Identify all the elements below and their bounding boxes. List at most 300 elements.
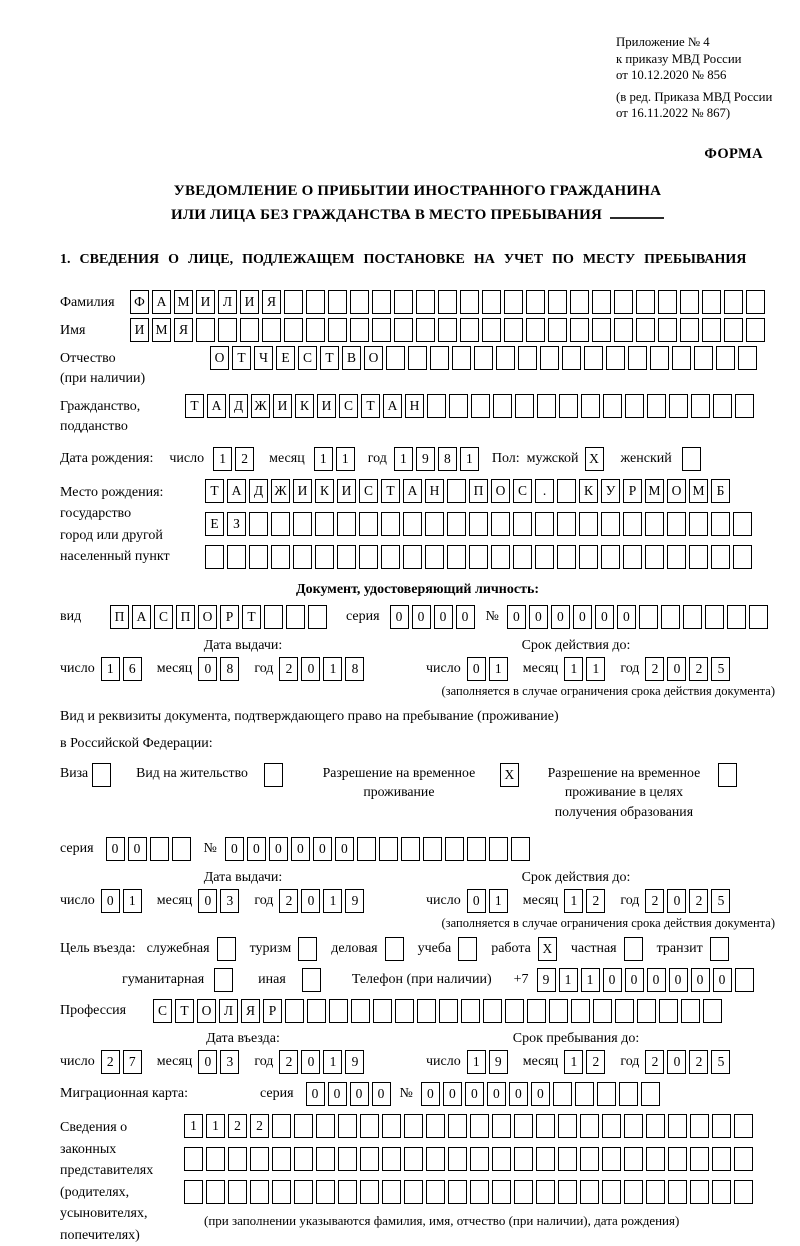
char-box[interactable] <box>491 512 510 536</box>
char-box[interactable] <box>513 545 532 569</box>
char-box[interactable] <box>581 394 600 418</box>
char-box[interactable]: 9 <box>489 1050 508 1074</box>
char-box[interactable] <box>205 545 224 569</box>
char-box[interactable]: 2 <box>689 1050 708 1074</box>
char-box[interactable] <box>535 512 554 536</box>
char-box[interactable]: 0 <box>335 837 354 861</box>
char-box[interactable] <box>448 1114 467 1138</box>
char-box[interactable]: 0 <box>713 968 732 992</box>
char-box[interactable] <box>447 545 466 569</box>
char-box[interactable] <box>228 1180 247 1204</box>
char-box[interactable] <box>716 346 735 370</box>
char-box[interactable] <box>306 290 325 314</box>
char-box[interactable]: О <box>364 346 383 370</box>
char-box[interactable]: 9 <box>345 889 364 913</box>
char-box[interactable]: 1 <box>323 889 342 913</box>
char-box[interactable]: И <box>273 394 292 418</box>
char-box[interactable]: 1 <box>323 657 342 681</box>
char-box[interactable] <box>285 999 304 1023</box>
char-box[interactable] <box>228 1147 247 1171</box>
char-box[interactable]: М <box>174 290 193 314</box>
char-box[interactable] <box>535 545 554 569</box>
char-box[interactable]: К <box>579 479 598 503</box>
char-box[interactable] <box>658 290 677 314</box>
char-box[interactable]: С <box>339 394 358 418</box>
char-box[interactable] <box>515 394 534 418</box>
char-box[interactable]: 0 <box>301 657 320 681</box>
char-box[interactable]: 0 <box>617 605 636 629</box>
char-box[interactable] <box>557 479 576 503</box>
char-box[interactable]: И <box>130 318 149 342</box>
char-box[interactable]: Л <box>218 290 237 314</box>
char-box[interactable] <box>562 346 581 370</box>
char-box[interactable] <box>536 1180 555 1204</box>
char-box[interactable]: 0 <box>301 889 320 913</box>
char-box[interactable] <box>628 346 647 370</box>
char-box[interactable] <box>548 290 567 314</box>
char-box[interactable]: 1 <box>336 447 355 471</box>
char-box[interactable] <box>592 290 611 314</box>
char-box[interactable] <box>710 937 729 961</box>
char-box[interactable] <box>382 1180 401 1204</box>
char-box[interactable] <box>338 1114 357 1138</box>
char-box[interactable] <box>271 512 290 536</box>
char-box[interactable] <box>394 318 413 342</box>
char-box[interactable] <box>645 512 664 536</box>
char-box[interactable] <box>694 346 713 370</box>
char-box[interactable] <box>218 318 237 342</box>
char-box[interactable]: 0 <box>291 837 310 861</box>
char-box[interactable]: 1 <box>586 657 605 681</box>
char-box[interactable] <box>470 1180 489 1204</box>
char-box[interactable] <box>702 318 721 342</box>
char-box[interactable] <box>702 290 721 314</box>
char-box[interactable] <box>712 1180 731 1204</box>
char-box[interactable]: 0 <box>443 1082 462 1106</box>
char-box[interactable]: 3 <box>220 889 239 913</box>
char-box[interactable] <box>483 999 502 1023</box>
char-box[interactable] <box>602 1180 621 1204</box>
char-box[interactable]: 2 <box>101 1050 120 1074</box>
char-box[interactable] <box>416 318 435 342</box>
char-box[interactable]: 2 <box>645 1050 664 1074</box>
char-box[interactable]: Р <box>623 479 642 503</box>
char-box[interactable] <box>579 545 598 569</box>
char-box[interactable]: 2 <box>250 1114 269 1138</box>
char-box[interactable]: 0 <box>350 1082 369 1106</box>
char-box[interactable] <box>602 1114 621 1138</box>
char-box[interactable] <box>749 605 768 629</box>
char-box[interactable]: К <box>295 394 314 418</box>
char-box[interactable]: Т <box>242 605 261 629</box>
char-box[interactable]: 0 <box>691 968 710 992</box>
char-box[interactable] <box>592 318 611 342</box>
char-box[interactable]: И <box>317 394 336 418</box>
char-box[interactable] <box>458 937 477 961</box>
char-box[interactable] <box>408 346 427 370</box>
char-box[interactable] <box>249 545 268 569</box>
char-box[interactable] <box>601 512 620 536</box>
char-box[interactable]: 0 <box>412 605 431 629</box>
char-box[interactable] <box>713 394 732 418</box>
char-box[interactable] <box>580 1147 599 1171</box>
char-box[interactable]: Ф <box>130 290 149 314</box>
char-box[interactable] <box>386 346 405 370</box>
char-box[interactable] <box>404 1114 423 1138</box>
char-box[interactable] <box>438 318 457 342</box>
char-box[interactable] <box>614 318 633 342</box>
char-box[interactable] <box>372 318 391 342</box>
char-box[interactable]: С <box>513 479 532 503</box>
char-box[interactable] <box>593 999 612 1023</box>
char-box[interactable] <box>559 394 578 418</box>
char-box[interactable]: 5 <box>711 889 730 913</box>
char-box[interactable] <box>491 545 510 569</box>
char-box[interactable] <box>372 290 391 314</box>
char-box[interactable] <box>469 545 488 569</box>
char-box[interactable] <box>557 545 576 569</box>
char-box[interactable]: С <box>298 346 317 370</box>
char-box[interactable] <box>668 1147 687 1171</box>
char-box[interactable]: 2 <box>279 1050 298 1074</box>
char-box[interactable]: 0 <box>301 1050 320 1074</box>
char-box[interactable]: 8 <box>220 657 239 681</box>
char-box[interactable] <box>733 512 752 536</box>
char-box[interactable]: Е <box>205 512 224 536</box>
char-box[interactable]: О <box>667 479 686 503</box>
char-box[interactable] <box>467 837 486 861</box>
char-box[interactable] <box>734 1114 753 1138</box>
char-box[interactable] <box>401 837 420 861</box>
char-box[interactable]: 0 <box>421 1082 440 1106</box>
char-box[interactable] <box>298 937 317 961</box>
char-box[interactable] <box>448 1147 467 1171</box>
char-box[interactable]: М <box>645 479 664 503</box>
char-box[interactable] <box>624 1180 643 1204</box>
char-box[interactable] <box>150 837 169 861</box>
char-box[interactable] <box>504 318 523 342</box>
char-box[interactable]: С <box>153 999 172 1023</box>
char-box[interactable]: 1 <box>564 1050 583 1074</box>
char-box[interactable] <box>206 1180 225 1204</box>
char-box[interactable] <box>558 1180 577 1204</box>
char-box[interactable] <box>493 394 512 418</box>
char-box[interactable]: А <box>132 605 151 629</box>
char-box[interactable]: 1 <box>460 447 479 471</box>
char-box[interactable] <box>492 1114 511 1138</box>
char-box[interactable]: 0 <box>434 605 453 629</box>
char-box[interactable] <box>250 1147 269 1171</box>
char-box[interactable] <box>445 837 464 861</box>
char-box[interactable]: О <box>210 346 229 370</box>
char-box[interactable]: Я <box>174 318 193 342</box>
char-box[interactable]: 0 <box>667 889 686 913</box>
char-box[interactable] <box>669 394 688 418</box>
char-box[interactable]: П <box>110 605 129 629</box>
char-box[interactable]: А <box>152 290 171 314</box>
char-box[interactable]: 0 <box>595 605 614 629</box>
char-box[interactable] <box>623 545 642 569</box>
char-box[interactable]: X <box>538 937 557 961</box>
char-box[interactable] <box>403 512 422 536</box>
char-box[interactable] <box>470 1114 489 1138</box>
char-box[interactable]: 0 <box>247 837 266 861</box>
char-box[interactable]: . <box>535 479 554 503</box>
char-box[interactable] <box>329 999 348 1023</box>
char-box[interactable] <box>423 837 442 861</box>
char-box[interactable] <box>284 318 303 342</box>
char-box[interactable] <box>315 545 334 569</box>
char-box[interactable]: 0 <box>551 605 570 629</box>
char-box[interactable] <box>727 605 746 629</box>
char-box[interactable]: Н <box>425 479 444 503</box>
char-box[interactable] <box>735 394 754 418</box>
char-box[interactable]: 1 <box>123 889 142 913</box>
char-box[interactable] <box>549 999 568 1023</box>
char-box[interactable]: Т <box>185 394 204 418</box>
char-box[interactable]: 1 <box>394 447 413 471</box>
char-box[interactable] <box>667 512 686 536</box>
char-box[interactable] <box>536 1147 555 1171</box>
char-box[interactable]: 2 <box>645 889 664 913</box>
char-box[interactable] <box>240 318 259 342</box>
char-box[interactable] <box>381 512 400 536</box>
char-box[interactable]: 7 <box>123 1050 142 1074</box>
char-box[interactable]: Т <box>205 479 224 503</box>
char-box[interactable]: 0 <box>198 1050 217 1074</box>
char-box[interactable]: 0 <box>198 889 217 913</box>
char-box[interactable] <box>272 1180 291 1204</box>
char-box[interactable] <box>294 1114 313 1138</box>
char-box[interactable]: 1 <box>581 968 600 992</box>
char-box[interactable] <box>214 968 233 992</box>
char-box[interactable]: 0 <box>306 1082 325 1106</box>
char-box[interactable] <box>548 318 567 342</box>
char-box[interactable] <box>227 545 246 569</box>
char-box[interactable] <box>447 512 466 536</box>
char-box[interactable]: 2 <box>279 657 298 681</box>
char-box[interactable]: Д <box>249 479 268 503</box>
char-box[interactable] <box>570 290 589 314</box>
char-box[interactable]: 1 <box>489 657 508 681</box>
char-box[interactable] <box>264 605 283 629</box>
char-box[interactable] <box>262 318 281 342</box>
char-box[interactable]: 0 <box>603 968 622 992</box>
char-box[interactable] <box>184 1147 203 1171</box>
char-box[interactable]: 0 <box>529 605 548 629</box>
char-box[interactable] <box>537 394 556 418</box>
char-box[interactable] <box>360 1147 379 1171</box>
char-box[interactable] <box>395 999 414 1023</box>
char-box[interactable] <box>557 512 576 536</box>
char-box[interactable] <box>284 290 303 314</box>
char-box[interactable] <box>470 1147 489 1171</box>
char-box[interactable] <box>92 763 111 787</box>
char-box[interactable] <box>217 937 236 961</box>
char-box[interactable]: Т <box>175 999 194 1023</box>
char-box[interactable]: Ч <box>254 346 273 370</box>
char-box[interactable]: 0 <box>667 1050 686 1074</box>
char-box[interactable] <box>624 937 643 961</box>
char-box[interactable]: Ж <box>271 479 290 503</box>
char-box[interactable]: 2 <box>228 1114 247 1138</box>
char-box[interactable]: 0 <box>531 1082 550 1106</box>
char-box[interactable]: 1 <box>206 1114 225 1138</box>
char-box[interactable]: 1 <box>101 657 120 681</box>
char-box[interactable] <box>718 763 737 787</box>
char-box[interactable]: 0 <box>198 657 217 681</box>
char-box[interactable] <box>511 837 530 861</box>
char-box[interactable] <box>513 512 532 536</box>
char-box[interactable] <box>404 1147 423 1171</box>
char-box[interactable] <box>705 605 724 629</box>
char-box[interactable] <box>460 318 479 342</box>
char-box[interactable]: Т <box>381 479 400 503</box>
char-box[interactable]: 0 <box>669 968 688 992</box>
char-box[interactable] <box>625 394 644 418</box>
char-box[interactable] <box>350 290 369 314</box>
char-box[interactable] <box>661 605 680 629</box>
char-box[interactable] <box>438 290 457 314</box>
char-box[interactable] <box>636 290 655 314</box>
char-box[interactable] <box>527 999 546 1023</box>
char-box[interactable] <box>681 999 700 1023</box>
char-box[interactable]: В <box>342 346 361 370</box>
char-box[interactable]: 5 <box>711 657 730 681</box>
char-box[interactable]: X <box>585 447 604 471</box>
char-box[interactable]: М <box>152 318 171 342</box>
char-box[interactable]: К <box>315 479 334 503</box>
char-box[interactable] <box>492 1147 511 1171</box>
char-box[interactable] <box>492 1180 511 1204</box>
char-box[interactable]: 0 <box>313 837 332 861</box>
char-box[interactable] <box>659 999 678 1023</box>
char-box[interactable]: 8 <box>438 447 457 471</box>
char-box[interactable] <box>615 999 634 1023</box>
char-box[interactable] <box>249 512 268 536</box>
char-box[interactable] <box>619 1082 638 1106</box>
char-box[interactable] <box>514 1114 533 1138</box>
char-box[interactable]: 1 <box>489 889 508 913</box>
char-box[interactable] <box>360 1114 379 1138</box>
char-box[interactable] <box>351 999 370 1023</box>
char-box[interactable]: 1 <box>213 447 232 471</box>
char-box[interactable] <box>680 318 699 342</box>
char-box[interactable] <box>504 290 523 314</box>
char-box[interactable] <box>337 545 356 569</box>
char-box[interactable]: 1 <box>559 968 578 992</box>
char-box[interactable]: 0 <box>467 657 486 681</box>
char-box[interactable] <box>250 1180 269 1204</box>
char-box[interactable]: Т <box>320 346 339 370</box>
char-box[interactable] <box>540 346 559 370</box>
char-box[interactable]: 0 <box>667 657 686 681</box>
char-box[interactable] <box>738 346 757 370</box>
char-box[interactable] <box>526 290 545 314</box>
char-box[interactable] <box>646 1114 665 1138</box>
char-box[interactable] <box>580 1180 599 1204</box>
char-box[interactable] <box>264 763 283 787</box>
char-box[interactable]: 0 <box>456 605 475 629</box>
char-box[interactable] <box>690 1147 709 1171</box>
char-box[interactable]: 0 <box>225 837 244 861</box>
char-box[interactable]: 0 <box>625 968 644 992</box>
char-box[interactable]: 8 <box>345 657 364 681</box>
char-box[interactable] <box>518 346 537 370</box>
char-box[interactable] <box>382 1114 401 1138</box>
char-box[interactable] <box>316 1180 335 1204</box>
char-box[interactable] <box>645 545 664 569</box>
char-box[interactable]: А <box>403 479 422 503</box>
char-box[interactable]: 2 <box>235 447 254 471</box>
char-box[interactable]: 2 <box>586 1050 605 1074</box>
char-box[interactable] <box>184 1180 203 1204</box>
char-box[interactable] <box>624 1114 643 1138</box>
char-box[interactable] <box>558 1147 577 1171</box>
char-box[interactable]: П <box>176 605 195 629</box>
char-box[interactable] <box>471 394 490 418</box>
char-box[interactable] <box>606 346 625 370</box>
char-box[interactable] <box>575 1082 594 1106</box>
char-box[interactable] <box>379 837 398 861</box>
char-box[interactable] <box>426 1147 445 1171</box>
char-box[interactable] <box>658 318 677 342</box>
char-box[interactable] <box>724 318 743 342</box>
char-box[interactable] <box>570 318 589 342</box>
char-box[interactable] <box>724 290 743 314</box>
char-box[interactable]: О <box>197 999 216 1023</box>
char-box[interactable] <box>338 1180 357 1204</box>
char-box[interactable]: 1 <box>564 657 583 681</box>
char-box[interactable] <box>416 290 435 314</box>
char-box[interactable]: 0 <box>128 837 147 861</box>
char-box[interactable] <box>746 290 765 314</box>
char-box[interactable] <box>293 512 312 536</box>
char-box[interactable]: Л <box>219 999 238 1023</box>
char-box[interactable] <box>526 318 545 342</box>
char-box[interactable] <box>682 447 701 471</box>
char-box[interactable]: Я <box>262 290 281 314</box>
char-box[interactable] <box>571 999 590 1023</box>
char-box[interactable] <box>579 512 598 536</box>
char-box[interactable] <box>646 1147 665 1171</box>
char-box[interactable] <box>703 999 722 1023</box>
char-box[interactable] <box>381 545 400 569</box>
char-box[interactable] <box>690 1180 709 1204</box>
char-box[interactable] <box>623 512 642 536</box>
char-box[interactable]: 0 <box>487 1082 506 1106</box>
char-box[interactable] <box>359 545 378 569</box>
char-box[interactable]: 1 <box>323 1050 342 1074</box>
char-box[interactable] <box>650 346 669 370</box>
char-box[interactable] <box>206 1147 225 1171</box>
char-box[interactable]: 5 <box>711 1050 730 1074</box>
char-box[interactable]: 2 <box>645 657 664 681</box>
char-box[interactable] <box>496 346 515 370</box>
char-box[interactable]: З <box>227 512 246 536</box>
char-box[interactable] <box>668 1114 687 1138</box>
char-box[interactable] <box>711 512 730 536</box>
char-box[interactable] <box>447 479 466 503</box>
char-box[interactable]: 0 <box>507 605 526 629</box>
char-box[interactable] <box>553 1082 572 1106</box>
char-box[interactable] <box>461 999 480 1023</box>
char-box[interactable] <box>746 318 765 342</box>
char-box[interactable] <box>514 1180 533 1204</box>
char-box[interactable]: 0 <box>647 968 666 992</box>
char-box[interactable]: И <box>240 290 259 314</box>
char-box[interactable]: 0 <box>101 889 120 913</box>
